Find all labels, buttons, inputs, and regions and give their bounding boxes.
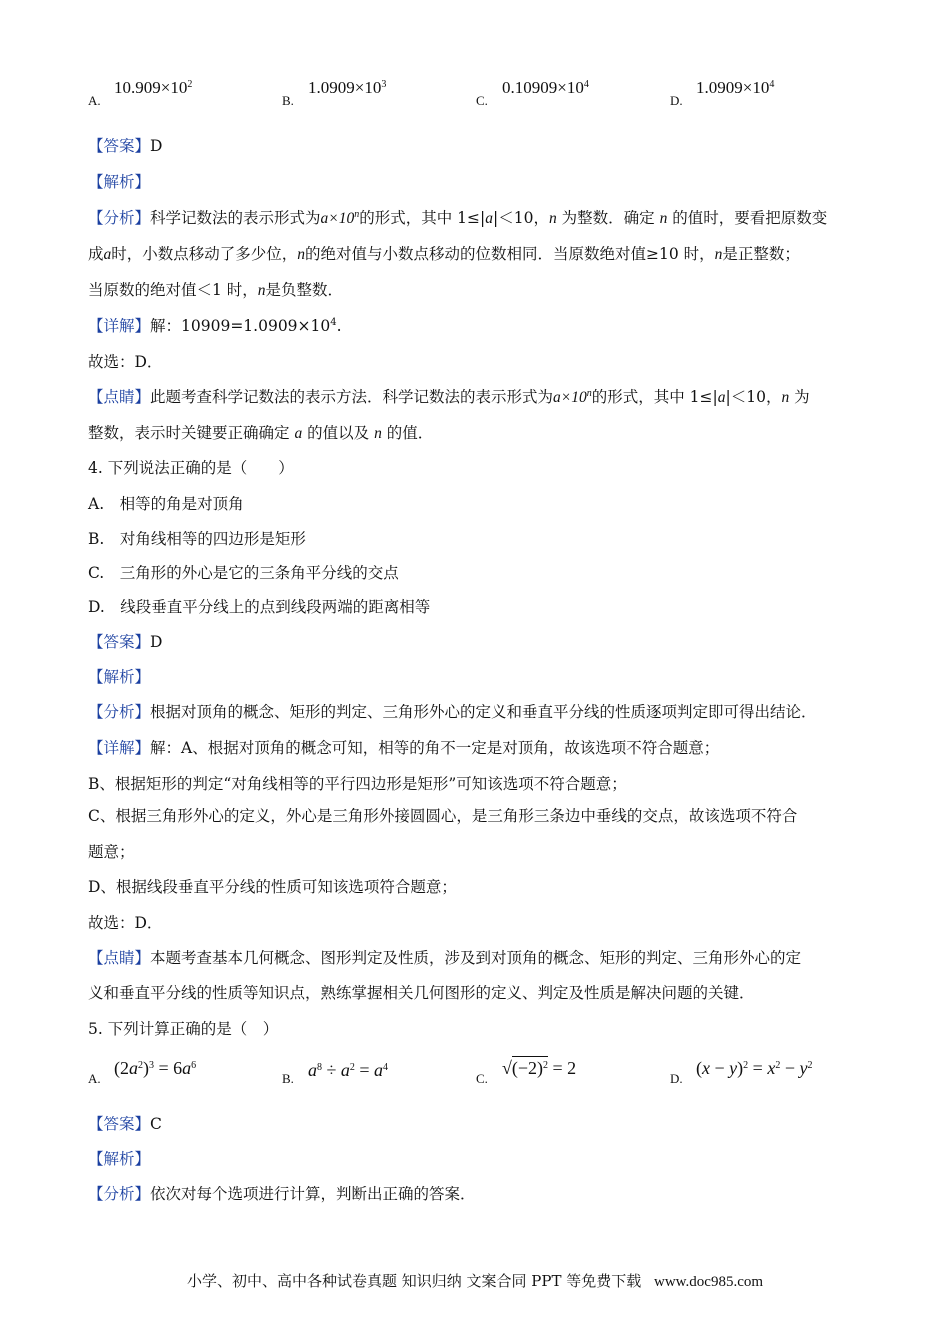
page-footer	[0, 1270, 950, 1291]
option-letter: D.	[670, 93, 683, 108]
q4-option-b: B. 对角线相等的四边形是矩形	[88, 530, 306, 548]
q4-dianjing-line-1: 【点睛】本题考查基本几何概念、图形判定及性质，涉及到对顶角的概念、矩形的判定、三角形外心的定	[88, 949, 802, 967]
q4-guxuan: 故选：D．	[88, 914, 163, 932]
option-letter: A.	[88, 93, 101, 108]
q3-dianjing-line-1: 【点睛】此题考查科学记数法的表示方法．科学记数法的表示形式为$a\times 10^n$的形式，其中 1≤|a|＜10，n 为	[88, 388, 810, 406]
q3-option-c	[476, 78, 589, 108]
q5-option-b: $_{B.}$ $a^8 \div a^2 = a^4$	[282, 1060, 389, 1086]
q3-answer	[88, 136, 162, 156]
q4-jiexi-heading: 【解析】	[88, 668, 151, 686]
footer-url[interactable]: www.doc985.com	[654, 1274, 764, 1290]
q4-xiangjie-a: 【详解】解：A、根据对顶角的概念可知，相等的角不一定是对顶角，故该选项不符合题意；	[88, 739, 720, 757]
q3-xiangjie: 【详解】解：$10909=1.0909\times 10^4$.	[88, 317, 342, 335]
option-expression: $1.0909\times 10^3$	[308, 78, 387, 97]
q5-jiexi-heading: 【解析】	[88, 1150, 151, 1168]
q5-option-a: $_{A.}$ $(2a^2)^3 = 6a^6$	[88, 1058, 197, 1086]
option-letter: C.	[476, 93, 488, 108]
option-letter: B.	[282, 93, 294, 108]
answer-value: D	[150, 137, 163, 155]
q4-stem: 4. 下列说法正确的是（ ）	[88, 459, 294, 477]
q4-option-a: A. 相等的角是对顶角	[88, 495, 244, 513]
q4-answer: 【答案】D	[88, 633, 163, 651]
q5-option-d: $_{D.}$ $(x - y)^2 = x^2 - y^2$	[670, 1058, 813, 1086]
q4-fenxi: 【分析】根据对顶角的概念、矩形的判定、三角形外心的定义和垂直平分线的性质逐项判定即可得出结论．	[88, 703, 817, 721]
q5-fenxi: 【分析】依次对每个选项进行计算，判断出正确的答案．	[88, 1185, 476, 1203]
answer-tag: 【答案】	[88, 137, 151, 155]
q5-answer: 【答案】C	[88, 1115, 162, 1133]
q4-dianjing-line-2: 义和垂直平分线的性质等知识点，熟练掌握相关几何图形的定义、判定及性质是解决问题的关键．	[88, 984, 755, 1002]
option-expression: $10.909\times 10^2$	[114, 78, 193, 97]
q4-option-c: C. 三角形的外心是它的三条角平分线的交点	[88, 564, 399, 582]
q5-stem: 5. 下列计算正确的是（ ）	[88, 1020, 279, 1038]
q3-dianjing-line-2: 整数，表示时关键要正确确定 a 的值以及 n 的值．	[88, 424, 434, 442]
footer-text: 小学、初中、高中各种试卷真题 知识归纳 文案合同 PPT 等免费下载	[186, 1272, 642, 1290]
q3-option-b	[282, 78, 387, 108]
q3-jiexi-heading: 【解析】	[88, 173, 151, 191]
q5-option-c: $_{C.}$ $√(-2)^2 = 2$	[476, 1058, 577, 1086]
q3-option-a	[88, 78, 193, 108]
q3-fenxi-line-1: 【分析】科学记数法的表示形式为$a\times 10^n$的形式，其中 1≤|a|＜10，n 为整数．确定 n 的值时，要看把原数变	[88, 209, 828, 227]
option-expression: $1.0909\times 10^4$	[696, 78, 775, 97]
q4-xiangjie-b: B、根据矩形的判定“对角线相等的平行四边形是矩形”可知该选项不符合题意；	[88, 775, 627, 793]
q3-guxuan: 故选：D．	[88, 353, 163, 371]
q4-xiangjie-d: D、根据线段垂直平分线的性质可知该选项符合题意；	[88, 878, 457, 896]
q4-option-d: D. 线段垂直平分线上的点到线段两端的距离相等	[88, 598, 431, 616]
q4-xiangjie-c1: C、根据三角形外心的定义，外心是三角形外接圆圆心，是三角形三条边中垂线的交点，故该选项不符合	[88, 807, 798, 825]
option-expression: $0.10909\times 10^4$	[502, 78, 589, 97]
q3-fenxi-line-2: 成a时，小数点移动了多少位，n的绝对值与小数点移动的位数相同．当原数绝对值≥10 时，n是正整数；	[88, 245, 800, 263]
q4-xiangjie-c2: 题意；	[88, 843, 135, 861]
q3-fenxi-line-3: 当原数的绝对值＜1 时，n是负整数．	[88, 281, 344, 299]
q3-option-d	[670, 78, 775, 108]
